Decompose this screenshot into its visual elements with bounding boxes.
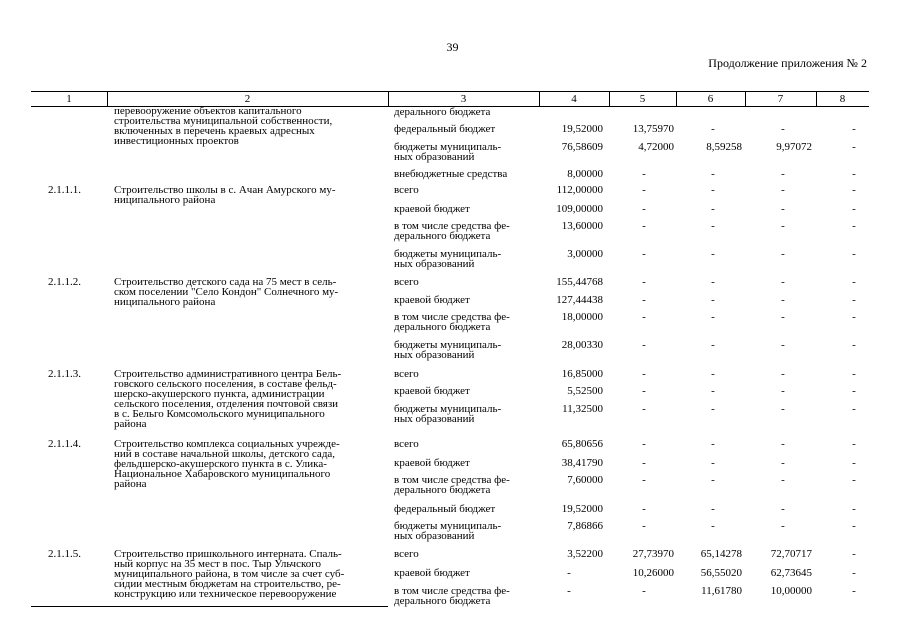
value-col-5: - bbox=[642, 184, 646, 196]
value-col-5: - bbox=[642, 339, 646, 351]
value-col-6: - bbox=[711, 123, 715, 135]
value-col-6: 56,55020 bbox=[700, 567, 742, 579]
header-col-2: 2 bbox=[244, 93, 251, 105]
funding-source: дерального бюджета bbox=[394, 106, 491, 118]
value-col-6: - bbox=[711, 457, 715, 469]
value-col-7: - bbox=[781, 403, 785, 415]
value-col-7: - bbox=[781, 123, 785, 135]
value-col-7: 9,97072 bbox=[776, 141, 812, 153]
value-col-8: - bbox=[852, 168, 856, 180]
value-col-4: 11,32500 bbox=[562, 403, 603, 415]
value-col-4: 65,80656 bbox=[561, 438, 603, 450]
value-col-8: - bbox=[852, 311, 856, 323]
value-col-8: - bbox=[852, 294, 856, 306]
value-col-4: 155,44768 bbox=[556, 276, 603, 288]
funding-source: в том числе средства фе- дерального бюджета bbox=[394, 474, 510, 496]
value-col-5: - bbox=[642, 457, 646, 469]
value-col-8: - bbox=[852, 567, 856, 579]
row-code: 2.1.1.2. bbox=[48, 276, 81, 288]
value-col-7: 62,73645 bbox=[770, 567, 812, 579]
value-col-6: - bbox=[711, 403, 715, 415]
funding-source: бюджеты муниципаль- ных образований bbox=[394, 520, 502, 542]
row-code: 2.1.1.1. bbox=[48, 184, 81, 196]
value-col-4: 76,58609 bbox=[561, 141, 603, 153]
value-col-4: 28,00330 bbox=[561, 339, 603, 351]
value-col-8: - bbox=[852, 503, 856, 515]
header-col-5: 5 bbox=[639, 93, 646, 105]
page-number: 39 bbox=[446, 40, 459, 54]
row-name: Строительство административного центра Бель- говского сельского поселения, в составе фельд- шерско-акушерского пункта, администрации сельского поселения, отделения почтовой связи в с. Бельго Комсомольского муниципального района bbox=[114, 368, 342, 430]
value-col-8: - bbox=[852, 184, 856, 196]
value-col-5: - bbox=[642, 203, 646, 215]
value-col-6: - bbox=[711, 368, 715, 380]
value-col-4: 5,52500 bbox=[567, 385, 603, 397]
funding-source: бюджеты муниципаль- ных образований bbox=[394, 403, 502, 425]
funding-source: в том числе средства фе- дерального бюджета bbox=[394, 220, 510, 242]
value-col-5: - bbox=[642, 585, 646, 597]
funding-source: краевой бюджет bbox=[394, 294, 470, 306]
funding-source: бюджеты муниципаль- ных образований bbox=[394, 248, 502, 270]
value-col-7: - bbox=[781, 184, 785, 196]
value-col-5: 10,26000 bbox=[632, 567, 674, 579]
funding-source: бюджеты муниципаль- ных образований bbox=[394, 339, 502, 361]
value-col-8: - bbox=[852, 457, 856, 469]
value-col-5: 13,75970 bbox=[632, 123, 674, 135]
value-col-4: 127,44438 bbox=[556, 294, 603, 306]
funding-source: краевой бюджет bbox=[394, 457, 470, 469]
funding-source: краевой бюджет bbox=[394, 567, 470, 579]
value-col-4: 3,00000 bbox=[567, 248, 603, 260]
value-col-5: - bbox=[642, 248, 646, 260]
value-col-6: - bbox=[711, 385, 715, 397]
value-col-6: - bbox=[711, 474, 715, 486]
header-col-4: 4 bbox=[571, 93, 577, 105]
value-col-4: 7,60000 bbox=[567, 474, 603, 486]
value-col-4: 7,86866 bbox=[567, 520, 603, 532]
value-col-5: - bbox=[642, 220, 646, 232]
row-code: 2.1.1.5. bbox=[48, 548, 81, 560]
value-col-8: - bbox=[852, 123, 856, 135]
value-col-4: 18,00000 bbox=[561, 311, 603, 323]
value-col-8: - bbox=[852, 220, 856, 232]
funding-source: в том числе средства фе- дерального бюджета bbox=[394, 585, 510, 607]
value-col-8: - bbox=[852, 438, 856, 450]
value-col-8: - bbox=[852, 403, 856, 415]
value-col-6: - bbox=[711, 311, 715, 323]
funding-source: всего bbox=[394, 368, 419, 380]
value-col-6: - bbox=[711, 168, 715, 180]
funding-source: федеральный бюджет bbox=[394, 123, 496, 135]
value-col-6: - bbox=[711, 294, 715, 306]
value-col-7: - bbox=[781, 368, 785, 380]
value-col-5: - bbox=[642, 276, 646, 288]
value-col-6: - bbox=[711, 438, 715, 450]
value-col-5: - bbox=[642, 368, 646, 380]
value-col-8: - bbox=[852, 474, 856, 486]
value-col-4: 38,41790 bbox=[561, 457, 603, 469]
value-col-4: 112,00000 bbox=[556, 184, 603, 196]
funding-source: всего bbox=[394, 548, 419, 560]
row-code: 2.1.1.3. bbox=[48, 368, 81, 380]
value-col-8: - bbox=[852, 548, 856, 560]
header-col-6: 6 bbox=[707, 93, 714, 105]
value-col-8: - bbox=[852, 248, 856, 260]
funding-source: всего bbox=[394, 438, 419, 450]
header-col-3: 3 bbox=[460, 93, 467, 105]
funding-source: краевой бюджет bbox=[394, 385, 470, 397]
bottom-rule bbox=[31, 606, 388, 607]
value-col-8: - bbox=[852, 368, 856, 380]
row-name: Строительство школы в с. Ачан Амурского му- ниципального района bbox=[114, 184, 336, 206]
value-col-7: - bbox=[781, 248, 785, 260]
header-col-7: 7 bbox=[777, 93, 784, 105]
value-col-7: - bbox=[781, 457, 785, 469]
value-col-8: - bbox=[852, 141, 856, 153]
value-col-7: 72,70717 bbox=[770, 548, 812, 560]
value-col-8: - bbox=[852, 339, 856, 351]
value-col-7: - bbox=[781, 385, 785, 397]
value-col-6: - bbox=[711, 220, 715, 232]
value-col-7: - bbox=[781, 438, 785, 450]
value-col-4: 19,52000 bbox=[561, 503, 603, 515]
value-col-7: - bbox=[781, 311, 785, 323]
value-col-7: - bbox=[781, 503, 785, 515]
continuation-label: Продолжение приложения № 2 bbox=[708, 56, 867, 70]
value-col-6: - bbox=[711, 184, 715, 196]
value-col-5: - bbox=[642, 311, 646, 323]
value-col-6: - bbox=[711, 503, 715, 515]
row-name: Строительство комплекса социальных учрежде- ний в составе начальной школы, детского сада, фельдшерско-акушерского пункта в с. Улика- Национальное Хабаровского муниципального района bbox=[114, 438, 340, 490]
value-col-7: - bbox=[781, 520, 785, 532]
value-col-6: - bbox=[711, 339, 715, 351]
funding-source: всего bbox=[394, 276, 419, 288]
value-col-8: - bbox=[852, 385, 856, 397]
value-col-5: - bbox=[642, 294, 646, 306]
row-name: Строительство пришкольного интерната. Спаль- ный корпус на 35 мест в пос. Тыр Ульчского муниципального района, в том числе за счет суб- сидии местным бюджетам на строительство, ре- конструкцию или техническое перевооружение bbox=[114, 548, 345, 600]
value-col-8: - bbox=[852, 203, 856, 215]
value-col-6: 8,59258 bbox=[706, 141, 742, 153]
value-col-6: - bbox=[711, 203, 715, 215]
funding-source: краевой бюджет bbox=[394, 203, 470, 215]
value-col-5: - bbox=[642, 168, 646, 180]
value-col-5: - bbox=[642, 438, 646, 450]
value-col-7: - bbox=[781, 220, 785, 232]
value-col-4: 8,00000 bbox=[567, 168, 603, 180]
value-col-7: - bbox=[781, 168, 785, 180]
value-col-6: 11,61780 bbox=[701, 585, 742, 597]
value-col-6: - bbox=[711, 248, 715, 260]
row-code: 2.1.1.4. bbox=[48, 438, 81, 450]
value-col-6: - bbox=[711, 276, 715, 288]
value-col-5: 27,73970 bbox=[632, 548, 674, 560]
value-col-8: - bbox=[852, 585, 856, 597]
value-col-6: - bbox=[711, 520, 715, 532]
value-col-7: - bbox=[781, 474, 785, 486]
value-col-5: - bbox=[642, 474, 646, 486]
value-col-4: 109,00000 bbox=[556, 203, 603, 215]
value-col-4: - bbox=[567, 567, 571, 579]
value-col-4: 13,60000 bbox=[561, 220, 603, 232]
funding-source: бюджеты муниципаль- ных образований bbox=[394, 141, 502, 163]
value-col-7: 10,00000 bbox=[770, 585, 812, 597]
value-col-5: - bbox=[642, 385, 646, 397]
funding-source: всего bbox=[394, 184, 419, 196]
value-col-7: - bbox=[781, 276, 785, 288]
funding-source: федеральный бюджет bbox=[394, 503, 496, 515]
value-col-7: - bbox=[781, 339, 785, 351]
value-col-4: 16,85000 bbox=[561, 368, 603, 380]
value-col-8: - bbox=[852, 520, 856, 532]
row-name: перевооружение объектов капитального строительства муниципальной собственности, включенных в перечень краевых адресных инвестиционных проектов bbox=[114, 105, 333, 147]
funding-source: в том числе средства фе- дерального бюджета bbox=[394, 311, 510, 333]
value-col-4: 19,52000 bbox=[561, 123, 603, 135]
value-col-7: - bbox=[781, 294, 785, 306]
value-col-5: - bbox=[642, 520, 646, 532]
value-col-8: - bbox=[852, 276, 856, 288]
header-col-8: 8 bbox=[839, 93, 846, 105]
value-col-5: 4,72000 bbox=[638, 141, 674, 153]
value-col-4: 3,52200 bbox=[567, 548, 603, 560]
value-col-5: - bbox=[642, 403, 646, 415]
value-col-4: - bbox=[567, 585, 571, 597]
funding-source: внебюджетные средства bbox=[394, 168, 508, 180]
row-name: Строительство детского сада на 75 мест в сель- ском поселении "Село Кондон" Солнечного му- ниципального района bbox=[114, 276, 339, 308]
value-col-6: 65,14278 bbox=[700, 548, 742, 560]
header-col-1: 1 bbox=[66, 93, 72, 105]
value-col-7: - bbox=[781, 203, 785, 215]
value-col-5: - bbox=[642, 503, 646, 515]
